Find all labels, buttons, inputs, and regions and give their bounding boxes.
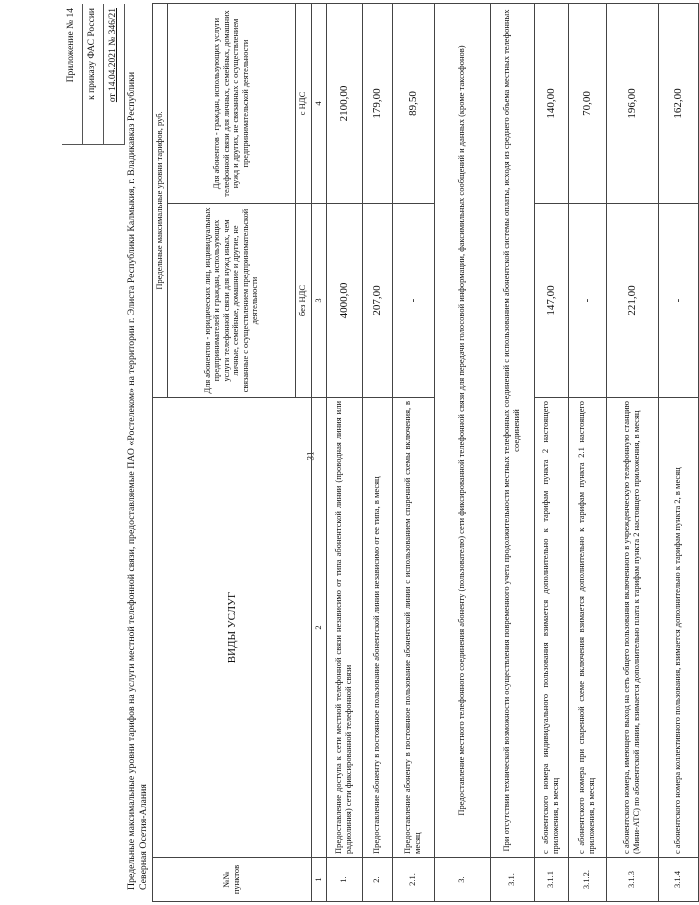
annex-line-3: от 14.04.2021 № 346/21 xyxy=(104,4,125,144)
service-text: с абонентского номера коллективного пользования, взимается дополнительно к тарифам пункта 2, в месяц xyxy=(658,398,698,858)
service-text: с абонентского номера индивидуального пользования взимается дополнительно к тарифам пункта 2 настоящего приложения, в месяц xyxy=(534,398,568,858)
header-with-vat: с НДС xyxy=(295,3,311,203)
price-no-vat: - xyxy=(568,204,606,398)
row-number: 3.1. xyxy=(490,858,534,902)
table-row xyxy=(534,3,568,901)
index-cell: 3 xyxy=(311,204,326,398)
header-services: ВИДЫ УСЛУГ xyxy=(153,398,312,858)
index-cell: 4 xyxy=(311,3,326,203)
header-no-vat: без НДС xyxy=(295,204,311,398)
row-number: 2.1. xyxy=(392,858,434,902)
header-group-b: Для абонентов - граждан, использующих услуги телефонной связи для личных, семейных, домашних нужд и других, не связанных с осуществлением предпринимательской деятельности xyxy=(167,3,295,203)
service-text: Предоставление доступа к сети местной телефонной связи независимо от типа абонентской линии (проводная линия или радиолиния) сети фиксированной телефонной связи xyxy=(326,398,362,858)
row-number: 3.1.4 xyxy=(658,858,698,902)
service-text: Предоставление местного телефонного соединения абоненту (пользователю) сети фиксированной телефонной связи для передачи голосовой информации, факсимильных сообщений и данных (кроме таксофонов) xyxy=(434,3,490,857)
header-levels: Предельные максимальные уровни тарифов, руб. xyxy=(153,3,168,397)
price-with-vat: 89,50 xyxy=(392,3,434,203)
price-no-vat: - xyxy=(658,204,698,398)
row-number: 3.1.3 xyxy=(606,858,658,902)
price-with-vat: 2100,00 xyxy=(326,3,362,203)
table-row xyxy=(326,3,362,901)
index-cell: 2 xyxy=(311,398,326,858)
table-row xyxy=(362,3,392,901)
price-no-vat: 147,00 xyxy=(534,204,568,398)
service-text: Предоставление абоненту в постоянное пользование абонентской линии с использованием спаренной схемы включения, в месяц xyxy=(392,398,434,858)
price-no-vat: 207,00 xyxy=(362,204,392,398)
tariffs-table xyxy=(152,3,699,902)
service-text: При отсутствии технической возможности осуществления повременного учета продолжительности местных телефонных соединений с использованием абонентской системы оплаты, исходя из среднего объема местных телефонных соединений xyxy=(490,3,534,857)
document-title: Предельные максимальные уровни тарифов на услуги местной телефонной связи, предоставляемые ПАО «Ростелеком» на территории г. Элиста Республики Калмыкия, г. Владикавказ Республики Северная Осетия-Алания xyxy=(126,71,149,890)
row-number: 3.1.1 xyxy=(534,858,568,902)
row-number: 3. xyxy=(434,858,490,902)
price-no-vat: 4000,00 xyxy=(326,204,362,398)
page-number: 31 xyxy=(305,451,316,461)
price-with-vat: 140,00 xyxy=(534,3,568,203)
index-cell: 1 xyxy=(311,858,326,902)
price-with-vat: 70,00 xyxy=(568,3,606,203)
table-row xyxy=(568,3,606,901)
header-num: №№ пунктов xyxy=(153,858,312,902)
header-group-a: Для абонентов - юридических лиц, индивидуальных предпринимателей и граждан, использующих услуги телефонной связи для нужд иных, чем личные, семейные, домашние и другие, не связанные с осуществлением предпринимательской деятельности xyxy=(167,204,295,398)
row-number: 3.1.2. xyxy=(568,858,606,902)
table-row xyxy=(434,3,490,901)
annex-line-1: Приложение № 14 xyxy=(62,4,83,144)
service-text: с абонентского номера, имеющего выход на сеть общего пользования включенного в учрежденческую телефонную станцию (Мини-АТС) по абонентской линии, взимается дополнительно плата к тарифам пункта 2 настоящего приложения, в месяц xyxy=(606,398,658,858)
price-with-vat: 162,00 xyxy=(658,3,698,203)
table-row xyxy=(490,3,534,901)
price-with-vat: 196,00 xyxy=(606,3,658,203)
table-row xyxy=(658,3,698,901)
table-row xyxy=(392,3,434,901)
service-text: Предоставление абоненту в постоянное пользование абонентской линии независимо от ее типа, в месяц xyxy=(362,398,392,858)
rotated-sheet xyxy=(62,4,684,902)
price-no-vat: - xyxy=(392,204,434,398)
row-number: 2. xyxy=(362,858,392,902)
table-row xyxy=(606,3,658,901)
row-number: 1. xyxy=(326,858,362,902)
price-no-vat: 221,00 xyxy=(606,204,658,398)
annex-line-2: к приказу ФАС России xyxy=(83,4,104,144)
annex-block xyxy=(62,4,125,145)
service-text: с абонентского номера при спаренной схеме включения взимается дополнительно к тарифам пункта 2.1 настоящего приложения, в месяц xyxy=(568,398,606,858)
price-with-vat: 179,00 xyxy=(362,3,392,203)
